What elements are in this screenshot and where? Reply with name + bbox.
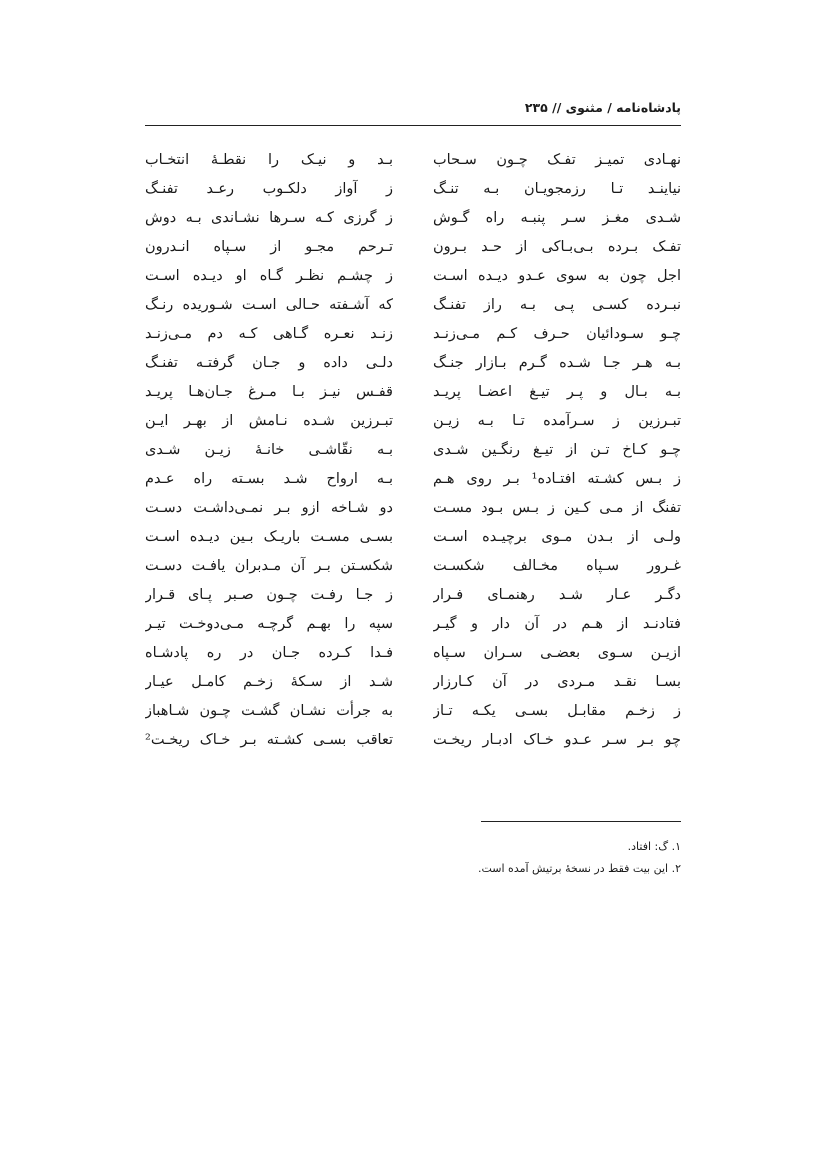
verse-hemistich-right: ولـی از بـدن مـوی برچیـده اسـت (433, 529, 681, 545)
footnote-line: ۱. گ: افتاد. (627, 840, 681, 853)
verse-hemistich-right: تبـرزین ز سـرآمده تـا بـه زیـن (433, 413, 681, 429)
running-header: پادشاه‌نامه / مثنوی // ۲۳۵ (524, 100, 681, 115)
verse-hemistich-right: تفـک بـرده بـی‌بـاکی از حـد بـرون (433, 239, 681, 255)
verse-hemistich-left: که آشـفته حـالی اسـت شـوریده رنـگ (145, 297, 393, 313)
footnote-line: ۲. این بیت فقط در نسخهٔ برتیش آمده است. (477, 862, 681, 875)
verse-hemistich-right: شـدی مغـز سـر پنبـه راه گـوش (433, 210, 681, 226)
verse-hemistich-right: اجل چون به سوی عـدو دیـده اسـت (433, 268, 681, 284)
verse-hemistich-right: فتادنـد از هـم در آن دار و گیـر (433, 616, 681, 632)
verse-hemistich-right: نیاینـد تـا رزمجویـان بـه تنـگ (433, 181, 681, 197)
verse-hemistich-left: بـد و نیـک را نقطـهٔ انتخـاب (145, 152, 393, 168)
verse-hemistich-right: نبـرده کسـی پـی بـه راز تفنـگ (433, 297, 681, 313)
verse-hemistich-left: قفـس نیـز بـا مـرغ جـان‌هـا پریـد (145, 384, 393, 400)
verse-hemistich-right: بسـا نقـد مـردی در آن کـارزار (433, 674, 681, 690)
verse-hemistich-left: به جرأت نشـان گشـت چـون شـاهباز (145, 703, 393, 719)
verse-hemistich-left: فـدا کـرده جـان در ره پادشـاه (145, 645, 393, 661)
verse-hemistich-left: ز گرزی کـه سـرها نشـاندی بـه دوش (145, 210, 393, 226)
verse-hemistich-left: بـه ارواح شـد بسـته راه عـدم (145, 471, 393, 487)
verse-hemistich-right: غـرور سـپاه مخـالف شکسـت (433, 558, 681, 574)
verse-hemistich-left: زنـد نعـره گـاهی کـه دم مـی‌زنـد (145, 326, 393, 342)
verse-hemistich-right: بـه هـر جـا شـده گـرم بـازار جنـگ (433, 355, 681, 371)
verse-hemistich-right: بـه بـال و پـر تیـغ اعضـا پریـد (433, 384, 681, 400)
verse-hemistich-right: چـو کـاخ تـن از تیـغ رنگـین شـدی (433, 442, 681, 458)
verse-hemistich-right: چـو سـودائیان حـرف کـم مـی‌زنـد (433, 326, 681, 342)
verse-hemistich-left: شکسـتن بـر آن مـدبران یافـت دسـت (145, 558, 393, 574)
footnotes (281, 836, 681, 880)
verse-hemistich-right: تفنگ از مـی کـین ز بـس بـود مسـت (433, 500, 681, 516)
verse-hemistich-right: دگـر عـار شـد رهنمـای فـرار (433, 587, 681, 603)
verse-hemistich-right: ز بـس کشـته افتـاده¹ بـر روی هـم (433, 471, 681, 487)
verse-hemistich-left: ز جـا رفـت چـون صـبر پـای قـرار (145, 587, 393, 603)
footnote-rule (481, 821, 681, 822)
verse-hemistich-left: تعاقب بسـی کشـته بـر خـاک ریخـت² (145, 732, 393, 748)
verse-column-left (145, 146, 393, 755)
verse-hemistich-left: ز آواز دلکـوب رعـد تفنـگ (145, 181, 393, 197)
verse-hemistich-right: چو بـر سـر عـدو خـاک ادبـار ریخـت (433, 732, 681, 748)
verse-hemistich-left: دو شـاخه ازو بـر نمـی‌داشـت دسـت (145, 500, 393, 516)
header-rule (145, 125, 681, 126)
verse-hemistich-left: ز چشـم نظـر گـاه او دیـده اسـت (145, 268, 393, 284)
verse-hemistich-right: ز زخـم مقابـل بسـی یکـه تـاز (433, 703, 681, 719)
verse-hemistich-right: ازیـن سـوی بعضـی سـران سـپاه (433, 645, 681, 661)
verse-hemistich-left: دلـی داده و جـان گرفتـه تفنـگ (145, 355, 393, 371)
verse-hemistich-left: بسـی مسـت باریـک بـین دیـده اسـت (145, 529, 393, 545)
verse-hemistich-left: سپه را بهـم گرچـه مـی‌دوخـت تیـر (145, 616, 393, 632)
verse-hemistich-left: تـرحم مجـو از سـپاه انـدرون (145, 239, 393, 255)
verse-hemistich-left: تبـرزین شـده نـامش از بهـر ایـن (145, 413, 393, 429)
verse-hemistich-left: شـد از سـکهٔ زخـم کامـل عیـار (145, 674, 393, 690)
verse-hemistich-left: بـه نقّاشـی خانـهٔ زیـن شـدی (145, 442, 393, 458)
verse-column-right (433, 146, 681, 755)
verse-hemistich-right: نهـادی تمیـز تفـک چـون سـحاب (433, 152, 681, 168)
